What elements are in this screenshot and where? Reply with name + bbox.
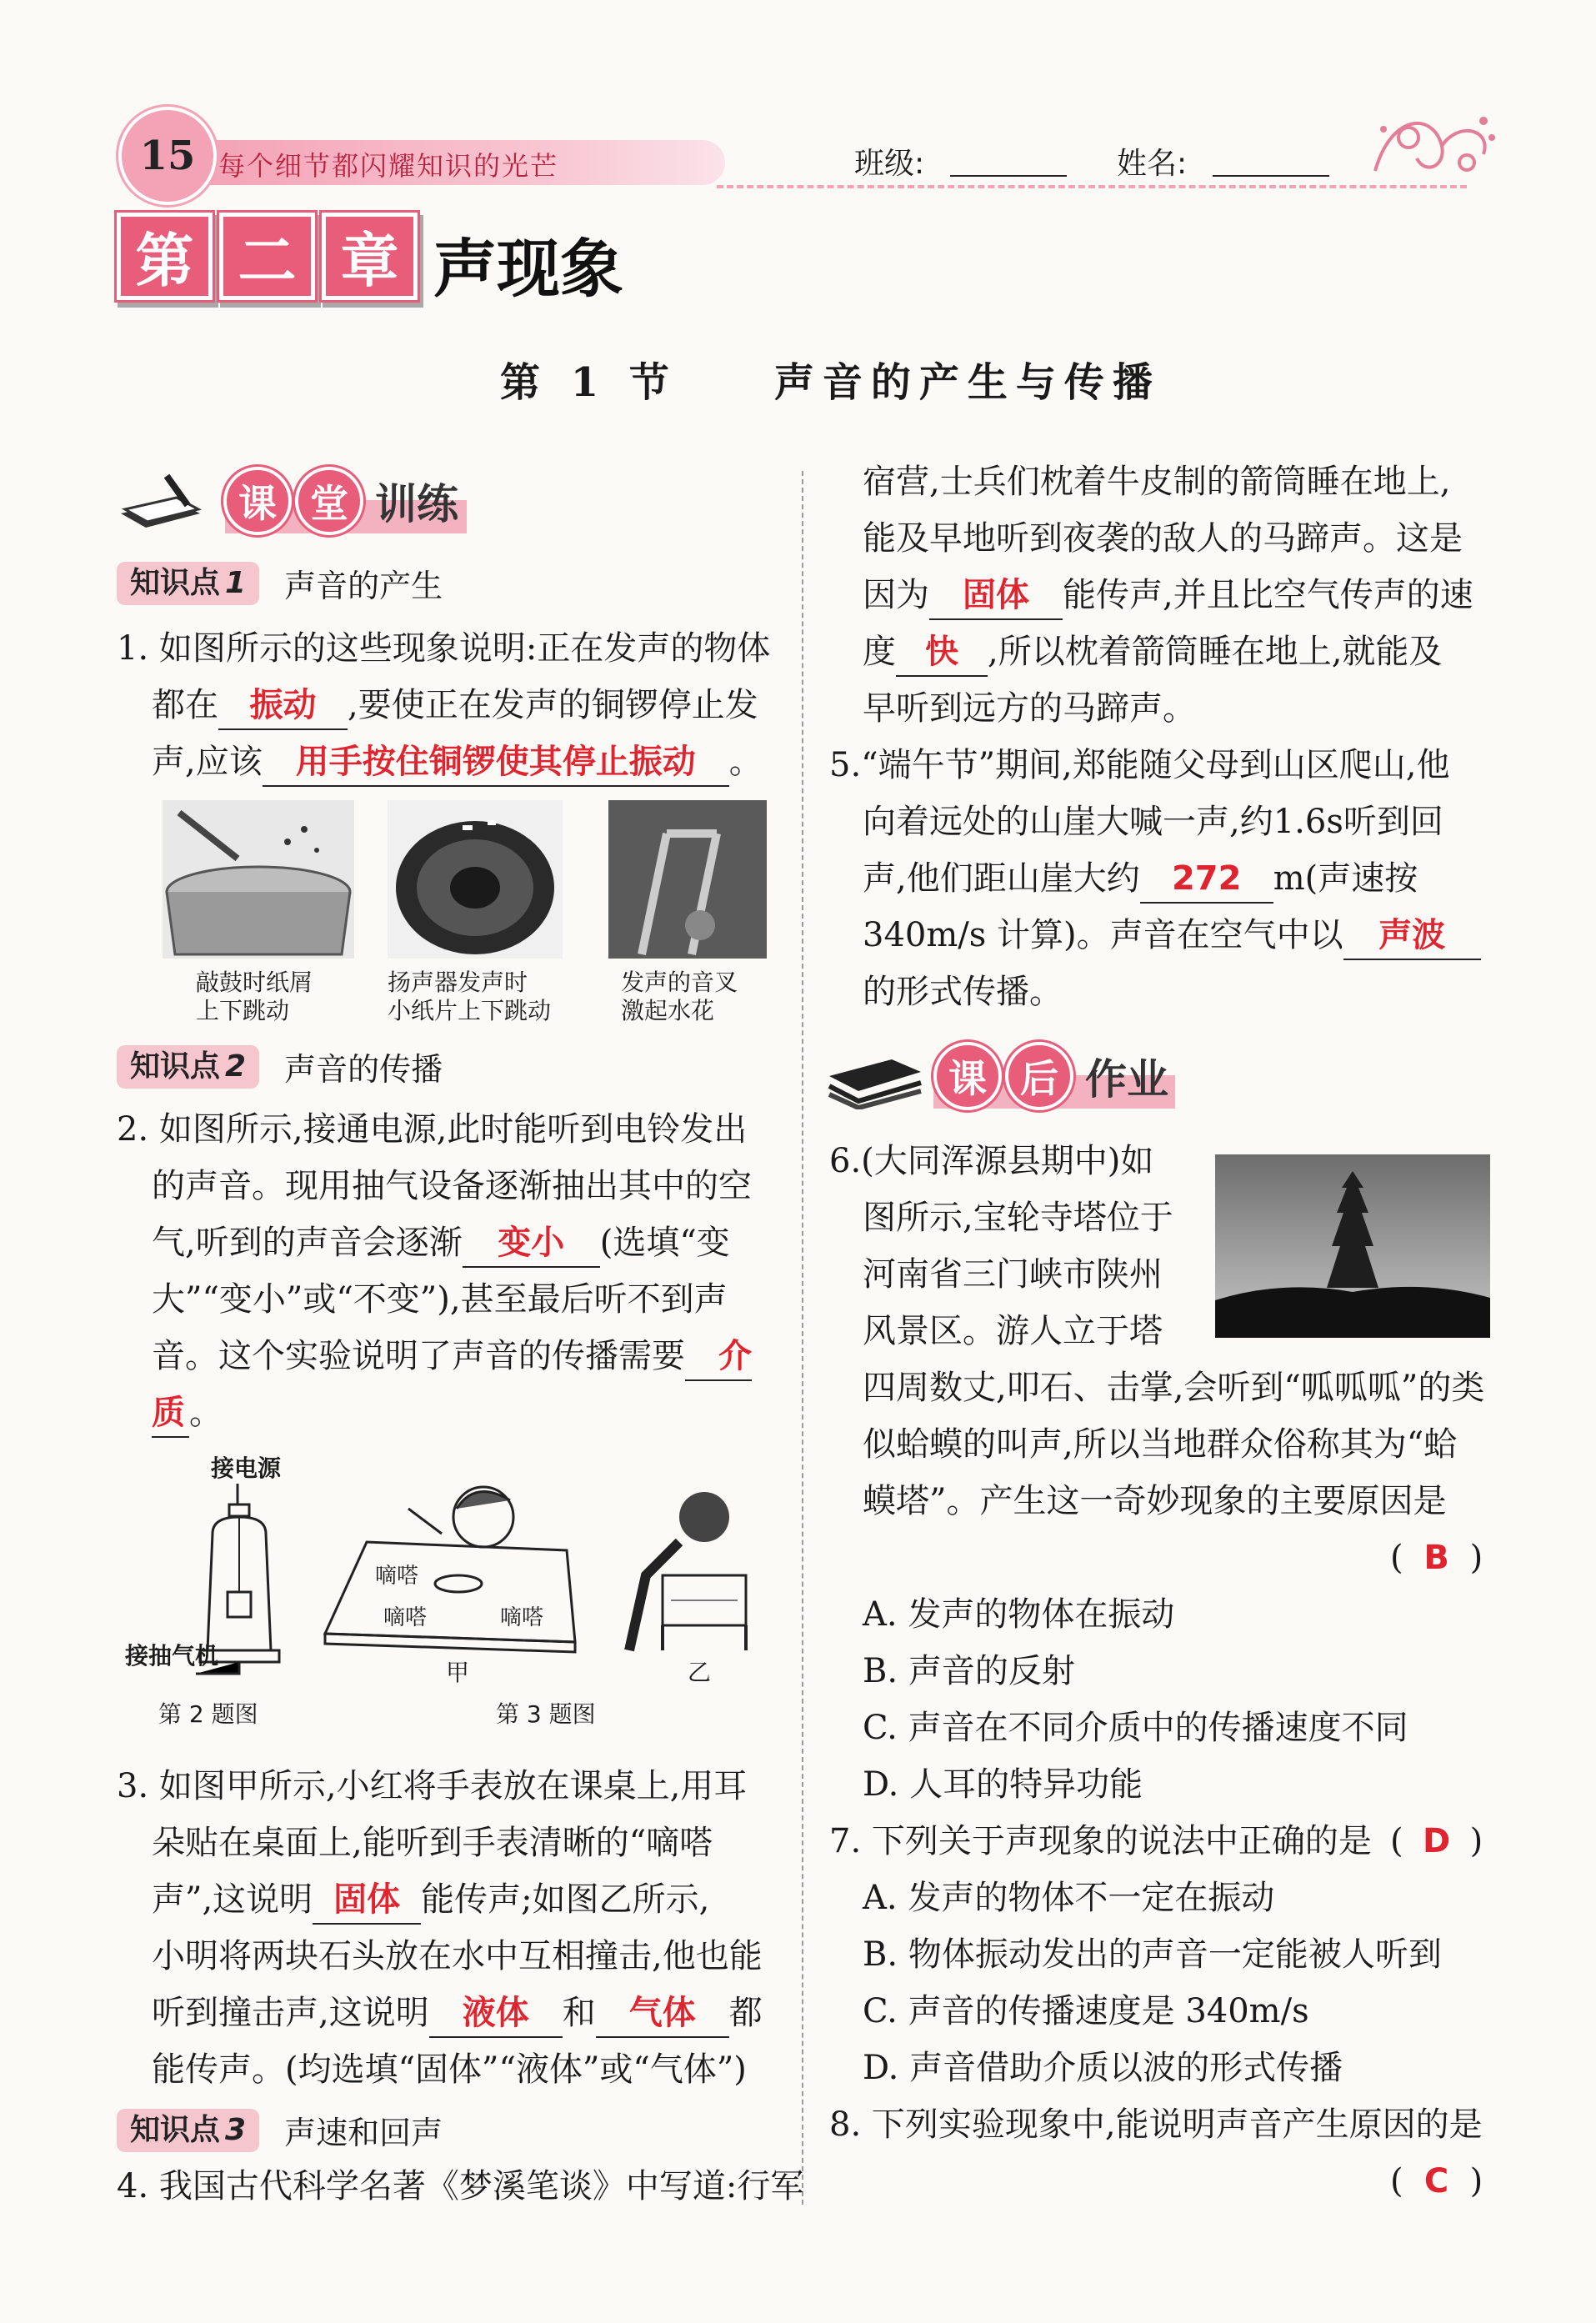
- fig-pump-label: 接抽气机: [125, 1642, 219, 1670]
- q8-answer-bracket: ( C ): [1390, 2154, 1483, 2210]
- q2-line-3: 气,听到的声音会逐渐 变小 (选填“变: [152, 1215, 730, 1271]
- q1-line-3: 声,应该 用手按住铜锣使其停止振动 。: [152, 734, 763, 790]
- header-dash-line: [717, 185, 1467, 188]
- chapter-char-3: 章: [322, 213, 418, 300]
- notebook-pen-icon: [117, 468, 208, 534]
- name-label: 姓名:: [1117, 147, 1188, 181]
- q6-line-5: 四周数丈,叩石、击掌,会听到“呱呱呱”的类: [863, 1369, 1485, 1407]
- q6-option-c[interactable]: C. 声音在不同介质中的传播速度不同: [863, 1709, 1408, 1747]
- q6-answer-bracket: ( B ): [1390, 1530, 1483, 1586]
- chapter-label: [117, 213, 418, 300]
- pagoda-photo: [1215, 1154, 1490, 1338]
- q6-option-d[interactable]: D. 人耳的特异功能: [863, 1765, 1143, 1804]
- q2-line-4: 大”“变小”或“不变”),甚至最后听不到声: [152, 1280, 728, 1319]
- tick-label-2: 嘀嗒: [383, 1605, 428, 1630]
- q6-option-b[interactable]: B. 声音的反射: [863, 1652, 1075, 1690]
- heading-circle-2: 后: [1005, 1042, 1073, 1110]
- q6-line-4: 风景区。游人立于塔: [863, 1312, 1163, 1350]
- q4-line-5: 度 快 ,所以枕着箭筒睡在地上,就能及: [863, 624, 1442, 680]
- tuning-fork-photo: [608, 800, 767, 959]
- q7-answer-bracket: ( D ): [1390, 1814, 1483, 1870]
- q3-answer-1[interactable]: 固体: [313, 1876, 421, 1925]
- q6-line-6: 似蛤蟆的叫声,所以当地群众俗称其为“蛤: [863, 1425, 1458, 1464]
- fig3-label-b: 乙: [688, 1659, 712, 1686]
- tick-label-3: 嘀嗒: [500, 1605, 544, 1630]
- q7-line-1: 7. 下列关于声现象的说法中正确的是: [829, 1822, 1372, 1860]
- book-stack-icon: [825, 1043, 925, 1109]
- q6-line-7: 蟆塔”。产生这一奇妙现象的主要原因是: [863, 1482, 1447, 1520]
- page-number: 15: [139, 133, 196, 179]
- q8-answer[interactable]: C: [1423, 2162, 1449, 2200]
- q2-answer-1[interactable]: 变小: [463, 1219, 600, 1268]
- q5-line-5: 的形式传播。: [863, 973, 1063, 1011]
- chapter-title: 声现象: [433, 232, 623, 306]
- q5-answer-2[interactable]: 声波: [1343, 912, 1481, 960]
- q5-line-1: 5.“端午节”期间,郑能随父母到山区爬山,他: [829, 746, 1450, 784]
- q3-line-5: 听到撞击声,这说明 液体 和 气体 都: [152, 1985, 763, 2041]
- header-slogan: 每个细节都闪耀知识的光芒: [218, 150, 559, 182]
- fig2-caption: 第 2 题图: [158, 1700, 258, 1728]
- q4-line-4: 因为 固体 能传声,并且比空气传声的速: [863, 568, 1473, 623]
- q3-answer-3[interactable]: 气体: [596, 1990, 729, 2038]
- heading-circle-2: 堂: [295, 467, 363, 535]
- knowledge-point-2: [117, 1044, 443, 1089]
- homework-heading: [825, 1042, 1168, 1110]
- tick-label-1: 嘀嗒: [375, 1564, 419, 1589]
- classroom-training-heading: [117, 467, 458, 535]
- desk-listening-diagram: [317, 1475, 583, 1659]
- q6-option-a[interactable]: A. 发声的物体在振动: [863, 1595, 1175, 1634]
- kp-title: 声音的产生: [284, 568, 443, 604]
- fig3-caption: 第 3 题图: [496, 1700, 596, 1728]
- q3-line-6: 能传声。(均选填“固体”“液体”或“气体”): [152, 2050, 747, 2089]
- q8-line-1: 8. 下列实验现象中,能说明声音产生原因的是: [829, 2105, 1483, 2144]
- kp-title: 声音的传播: [284, 1051, 443, 1088]
- speaker-photo: [388, 800, 563, 959]
- kp-title: 声速和回声: [284, 2115, 443, 2151]
- q4-line-1: 4. 我国古代科学名著《梦溪笔谈》中写道:行军: [117, 2167, 804, 2205]
- floral-ornament-icon: [1358, 96, 1500, 196]
- q2-line-1: 2. 如图所示,接通电源,此时能听到电铃发出: [117, 1110, 748, 1149]
- q2-answer-2a[interactable]: 介: [685, 1333, 752, 1381]
- class-label: 班级:: [854, 147, 925, 181]
- q2-line-5: 音。这个实验说明了声音的传播需要 介: [152, 1329, 752, 1384]
- q1-line-1: 1. 如图所示的这些现象说明:正在发声的物体: [117, 629, 771, 668]
- q4-line-6: 早听到远方的马蹄声。: [863, 689, 1196, 728]
- chapter-char-2: 二: [219, 213, 315, 300]
- kp-tag: 知识点 2: [117, 1045, 259, 1089]
- q6-line-3: 河南省三门峡市陕州: [863, 1255, 1163, 1294]
- q1-fig2-caption: 扬声器发声时 小纸片上下跳动: [388, 969, 552, 1024]
- q1-answer-1[interactable]: 振动: [218, 682, 348, 730]
- q7-answer[interactable]: D: [1423, 1822, 1451, 1860]
- page-number-badge: [118, 107, 217, 205]
- heading-circle-1: 课: [933, 1042, 1002, 1110]
- q4-line-3: 能及早地听到夜袭的敌人的马蹄声。这是: [863, 519, 1463, 558]
- q4-answer-2[interactable]: 快: [896, 628, 988, 677]
- section-title: 第 1 节 声音的产生与传播: [500, 359, 1161, 406]
- fig-power-label: 接电源: [211, 1454, 282, 1482]
- q1-fig3-caption: 发声的音叉 激起水花: [621, 969, 738, 1024]
- q2-answer-2b[interactable]: 质: [152, 1389, 189, 1438]
- q2-line-2: 的声音。现用抽气设备逐渐抽出其中的空: [152, 1167, 752, 1205]
- kp-tag: 知识点 3: [117, 2109, 259, 2152]
- q7-option-c[interactable]: C. 声音的传播速度是 340m/s: [863, 1992, 1309, 2030]
- q6-line-2: 图所示,宝轮寺塔位于: [863, 1199, 1173, 1237]
- heading-text: 作业: [1085, 1055, 1168, 1104]
- q7-option-b[interactable]: B. 物体振动发出的声音一定能被人听到: [863, 1935, 1442, 1974]
- q1-fig1-caption: 敲鼓时纸屑 上下跳动: [196, 969, 313, 1024]
- q4-line-2: 宿营,士兵们枕着牛皮制的箭筒睡在地上,: [863, 463, 1451, 501]
- q5-line-2: 向着远处的山崖大喊一声,约1.6s听到回: [863, 803, 1443, 841]
- q1-line-2: 都在 振动 ,要使正在发声的铜锣停止发: [152, 678, 758, 733]
- heading-text: 训练: [375, 480, 458, 528]
- drum-photo: [163, 800, 354, 959]
- q3-line-3: 声”,这说明 固体 能传声;如图乙所示,: [152, 1872, 709, 1928]
- q6-answer[interactable]: B: [1423, 1539, 1449, 1577]
- q7-option-d[interactable]: D. 声音借助介质以波的形式传播: [863, 2049, 1343, 2087]
- heading-circle-1: 课: [223, 467, 292, 535]
- q4-answer-1[interactable]: 固体: [929, 572, 1063, 620]
- q3-line-1: 3. 如图甲所示,小红将手表放在课桌上,用耳: [117, 1767, 748, 1805]
- knowledge-point-1: [117, 560, 443, 606]
- class-blank[interactable]: [950, 175, 1067, 177]
- fig3-label-a: 甲: [446, 1659, 470, 1686]
- q5-line-4: 340m/s 计算)。声音在空气中以 声波: [863, 908, 1481, 964]
- q6-line-1: 6.(大同浑源县期中)如: [829, 1142, 1154, 1180]
- chapter-char-1: 第: [117, 213, 213, 300]
- name-blank[interactable]: [1213, 175, 1329, 177]
- knowledge-point-3: [117, 2107, 443, 2153]
- q3-line-4: 小明将两块石头放在水中互相撞击,他也能: [152, 1937, 763, 1975]
- q3-answer-2[interactable]: 液体: [429, 1990, 563, 2038]
- q2-line-6: 质 。: [152, 1385, 223, 1441]
- q1-answer-2[interactable]: 用手按住铜锣使其停止振动: [263, 738, 729, 787]
- stones-water-diagram: [596, 1484, 763, 1659]
- column-divider: [802, 471, 803, 2205]
- kp-tag: 知识点 1: [117, 562, 259, 605]
- q3-line-2: 朵贴在桌面上,能听到手表清晰的“嘀嗒: [152, 1824, 713, 1862]
- q5-line-3: 声,他们距山崖大约 272 m(声速按: [863, 851, 1418, 907]
- q7-option-a[interactable]: A. 发声的物体不一定在振动: [863, 1879, 1275, 1917]
- q5-answer-1[interactable]: 272: [1140, 855, 1273, 904]
